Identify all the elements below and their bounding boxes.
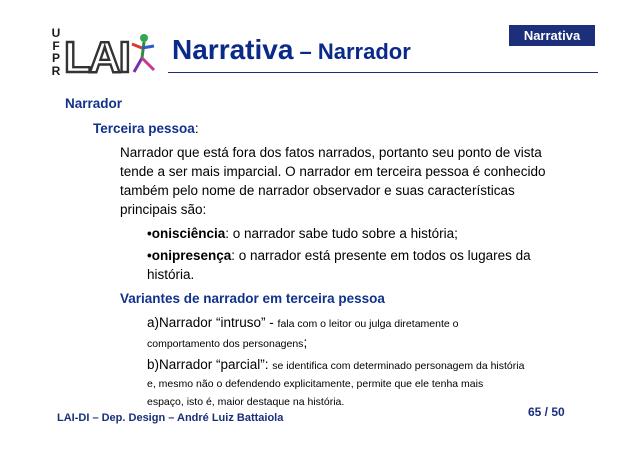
variant-a-line-2	[147, 333, 307, 354]
footer-credit: LAI-DI – Dep. Design – André Luiz Battaiola	[57, 412, 284, 424]
variant-b-line-2: e, mesmo não o defendendo explicitamente, permite que ele tenha mais	[147, 378, 484, 390]
title-divider	[168, 72, 598, 73]
variant-b-line-1	[147, 355, 524, 376]
variant-b-desc-1: se identifica com determinado personagem da história	[272, 360, 525, 372]
logo-wordmark: LAI	[64, 33, 129, 82]
variant-a-label: a)Narrador “intruso” -	[147, 315, 278, 330]
subsection-colon: :	[194, 121, 199, 136]
variant-b-label: b)Narrador “parcial”:	[147, 357, 273, 372]
variant-a-desc-2: comportamento dos personagens	[147, 338, 304, 350]
lai-logo	[62, 24, 162, 84]
bullet-omnipresence	[147, 246, 531, 265]
logo-letter-r: R	[51, 63, 61, 78]
bullet-desc-1: : o narrador sabe tudo sobre a história;	[225, 226, 458, 241]
variant-b-line-3: espaço, isto é, maior destaque na história.	[147, 396, 345, 408]
page-title	[172, 34, 411, 66]
bullet-2-continued: história.	[147, 267, 195, 282]
variant-a-line-1	[147, 313, 458, 334]
bullet-term-2: •onipresença	[147, 248, 232, 263]
variants-heading: Variantes de narrador em terceira pessoa	[120, 291, 385, 306]
para-line-2: tende a ser mais imparcial. O narrador em terceira pessoa é conhecido	[120, 164, 546, 179]
bullet-term-1: •onisciência	[147, 226, 226, 241]
variant-a-end: ;	[303, 335, 308, 350]
section-badge: Narrativa	[509, 25, 595, 46]
subsection-heading	[93, 119, 199, 138]
para-line-3: também pelo nome de narrador observador e suas características	[120, 183, 515, 198]
bullet-omniscience	[147, 224, 458, 243]
bullet-desc-2: : o narrador está presente em todos os lugares da	[231, 248, 531, 263]
para-line-4: principais são:	[120, 202, 207, 217]
logo-letter-p: P	[51, 51, 60, 65]
page-number: 65 / 50	[528, 405, 565, 419]
subsection-label: Terceira pessoa	[93, 121, 195, 136]
section-heading: Narrador	[65, 96, 123, 111]
ufpr-letters	[49, 27, 63, 77]
variant-a-desc-1: fala com o leitor ou julga diretamente o	[277, 318, 459, 330]
logo-letter-f: F	[52, 38, 60, 53]
para-line-1: Narrador que está fora dos fatos narrados, portanto seu ponto de vista	[120, 145, 542, 160]
title-main: Narrativa	[172, 34, 294, 65]
logo-letter-u: U	[51, 26, 61, 40]
title-sub: – Narrador	[293, 39, 411, 64]
